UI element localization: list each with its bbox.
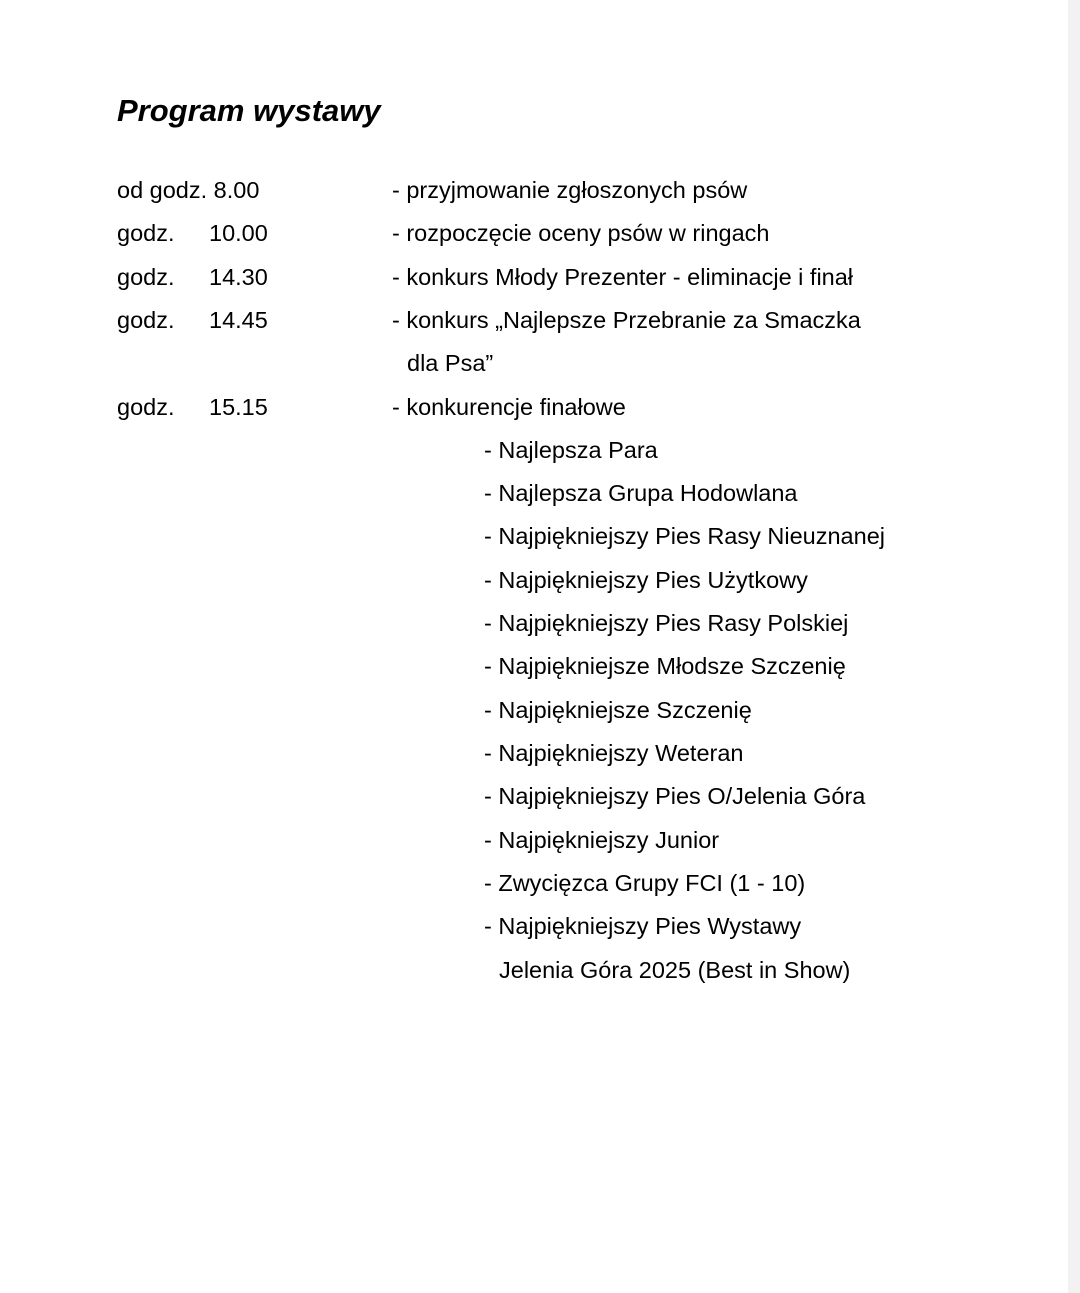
- schedule-time: 14.30: [209, 264, 268, 290]
- schedule-label: od godz. 8.00: [117, 177, 260, 203]
- final-competition-item-continued: Jelenia Góra 2025 (Best in Show): [499, 957, 851, 983]
- final-competition-item: - Najlepsza Grupa Hodowlana: [484, 480, 798, 506]
- final-competition-item: - Najlepsza Para: [484, 437, 658, 463]
- right-edge-gutter: [1068, 0, 1080, 1293]
- final-competition-item: - Najpiękniejsze Szczenię: [484, 697, 752, 723]
- schedule-label: godz.: [117, 394, 175, 420]
- schedule-description: - konkurs „Najlepsze Przebranie za Smaczka: [392, 307, 861, 333]
- final-competition-item: - Najpiękniejszy Pies Rasy Nieuznanej: [484, 523, 885, 549]
- final-competition-item: - Najpiękniejszy Pies Wystawy: [484, 913, 802, 939]
- final-competition-item: - Najpiękniejszy Pies Rasy Polskiej: [484, 610, 849, 636]
- schedule-time: 15.15: [209, 394, 268, 420]
- schedule-time: 10.00: [209, 220, 268, 246]
- schedule-label: godz.: [117, 307, 175, 333]
- schedule-description-continued: dla Psa”: [407, 350, 494, 376]
- schedule-description: - przyjmowanie zgłoszonych psów: [392, 177, 748, 203]
- schedule-label: godz.: [117, 264, 175, 290]
- schedule-description: - rozpoczęcie oceny psów w ringach: [392, 220, 770, 246]
- final-competition-item: - Najpiękniejszy Weteran: [484, 740, 744, 766]
- page-title: Program wystawy: [117, 93, 381, 128]
- schedule-description: - konkurs Młody Prezenter - eliminacje i finał: [392, 264, 854, 290]
- schedule-description: - konkurencje finałowe: [392, 394, 626, 420]
- schedule-time: 14.45: [209, 307, 268, 333]
- schedule-label: godz.: [117, 220, 175, 246]
- final-competition-item: - Najpiękniejszy Junior: [484, 827, 720, 853]
- final-competition-item: - Zwycięzca Grupy FCI (1 - 10): [484, 870, 806, 896]
- final-competition-item: - Najpiękniejsze Młodsze Szczenię: [484, 653, 846, 679]
- final-competition-item: - Najpiękniejszy Pies O/Jelenia Góra: [484, 783, 866, 809]
- final-competition-item: - Najpiękniejszy Pies Użytkowy: [484, 567, 808, 593]
